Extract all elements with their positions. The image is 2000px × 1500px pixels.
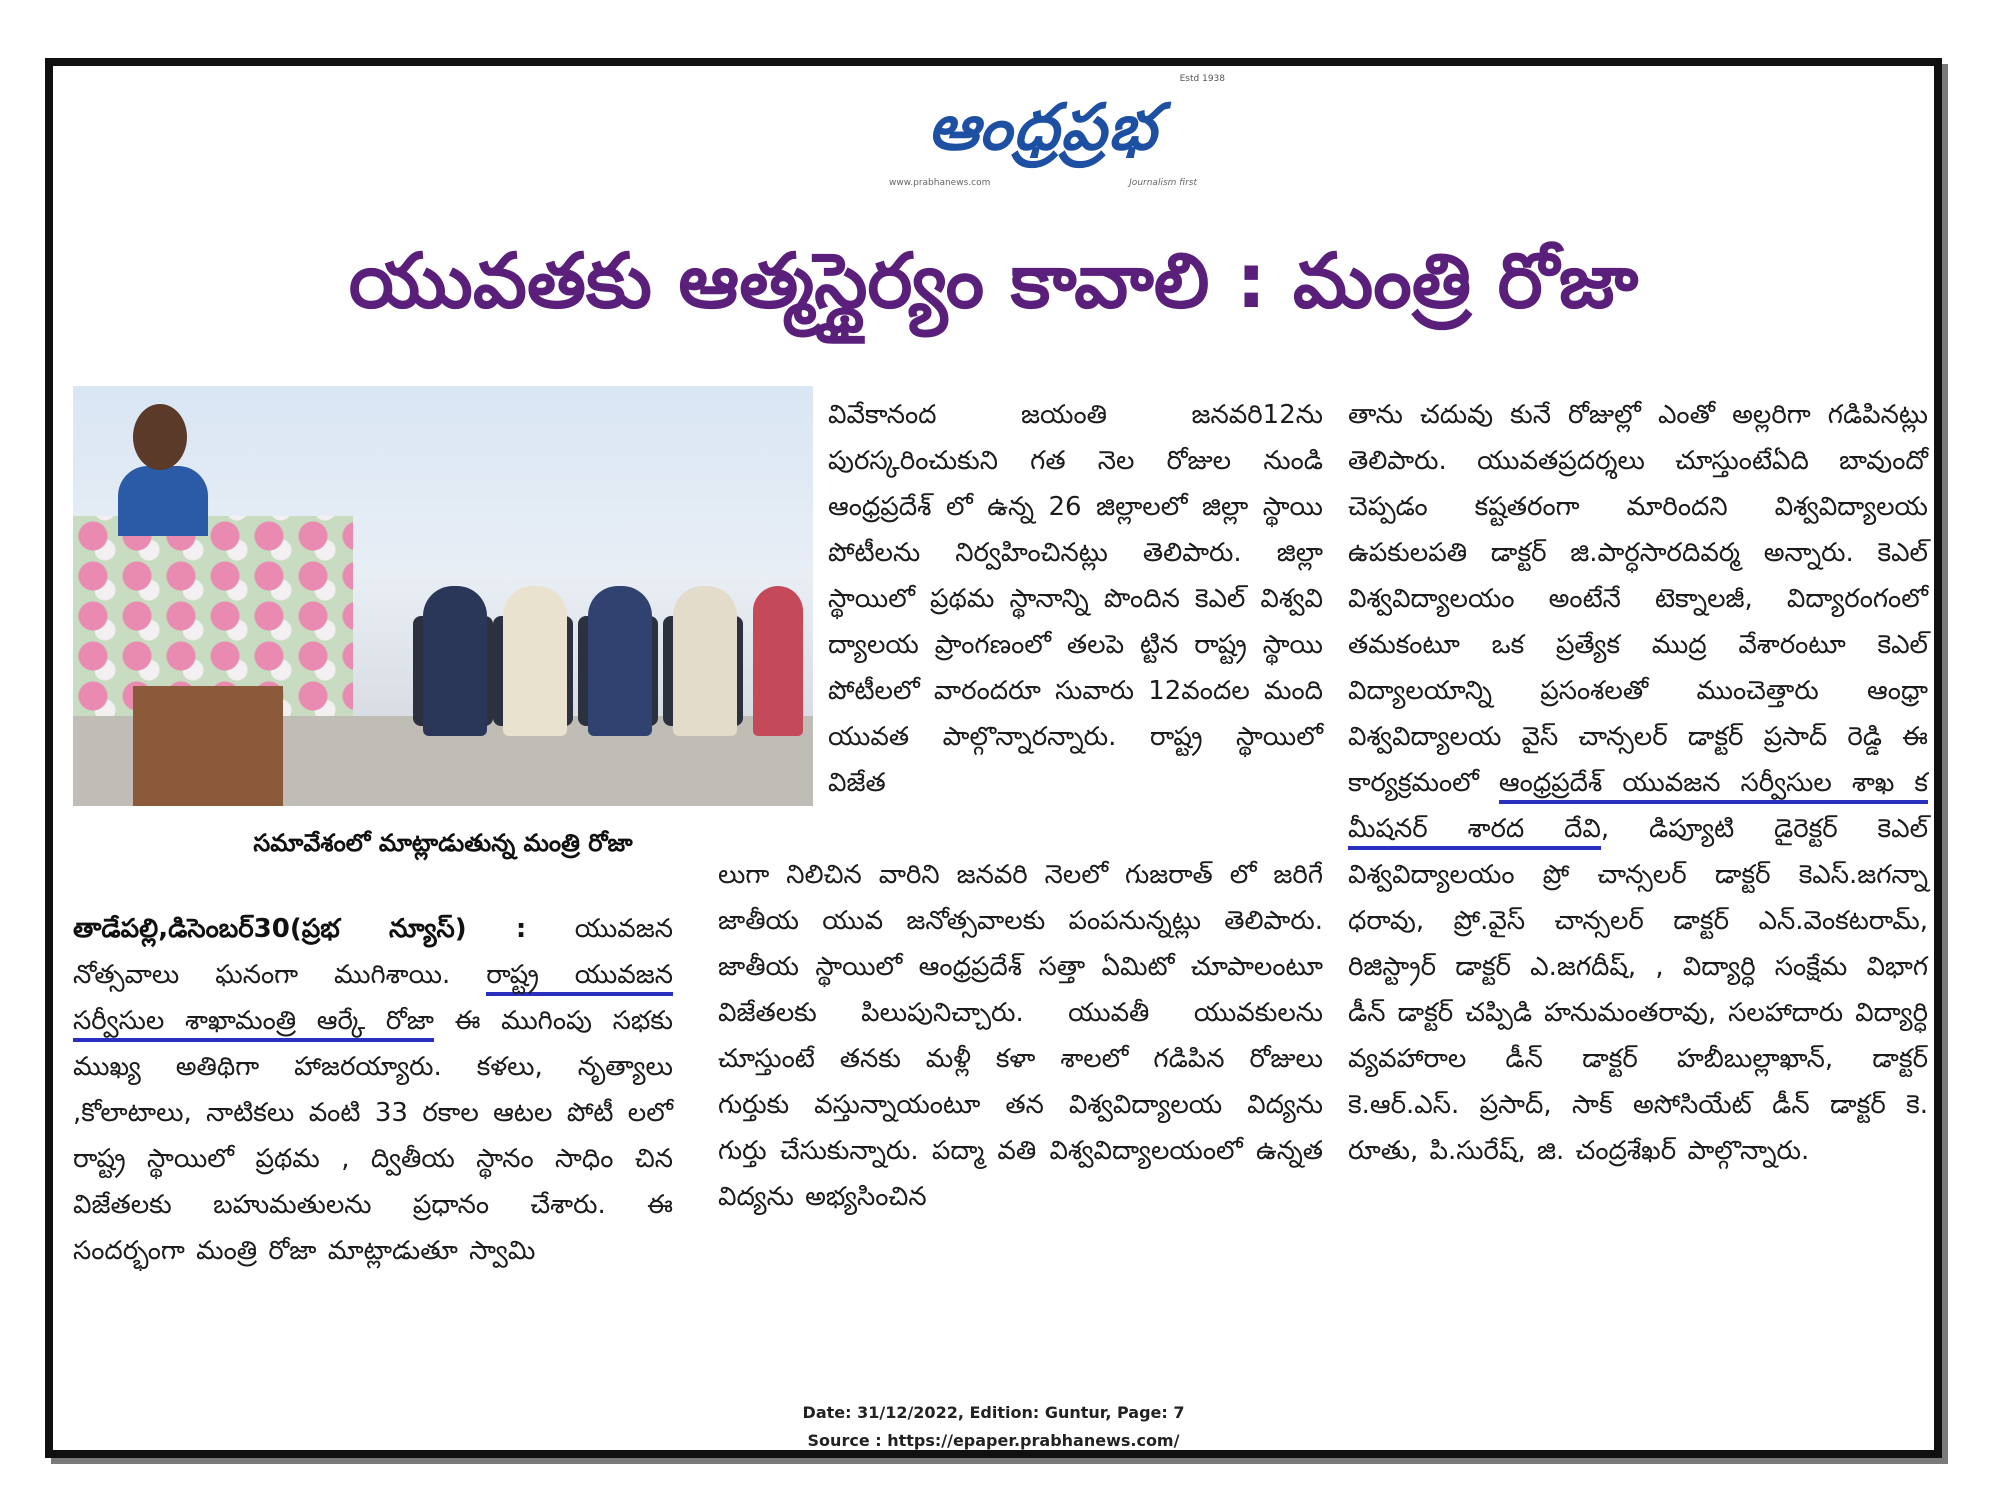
article-text: , డిప్యూటి డైరెక్టర్ కెఎల్ విశ్వవిద్యాలయం ప్రో చాన్సలర్ డాక్టర్ కెఎస్.జగన్నా ధరావు, ప్రో.వైస్ చాన్సలర్ డాక్టర్ ఎన్.వెంకటరామ్, రిజిస్ట్రార్ డాక్టర్ ఎ.జగదీష్, , విద్యార్ధి సంక్షేమ విభాగ డీన్ డాక్టర్ చప్పిడి హనుమంతరావు, సలహాదారు విద్యార్ధి వ్యవహారాల డీన్ డాక్టర్ హబీబుల్లాఖాన్, డాక్టర్ కె.ఆర్.ఎస్. ప్రసాద్, సాక్ అసోసియేట్ డీన్ డాక్టర్ కె. రూతు, పి.సురేష్, జి. చంద్రశేఖర్ పాల్గొన్నారు. (1348, 814, 1929, 1166)
photo-speaker-head (133, 404, 187, 470)
newspaper-clipping (45, 58, 1942, 1458)
masthead-logo (853, 72, 1233, 207)
masthead-website: www.prabhanews.com (889, 178, 991, 188)
article-photo (73, 386, 813, 806)
photo-guest (673, 586, 737, 736)
article-column-1 (73, 906, 673, 1274)
photo-speaker-body (118, 466, 208, 536)
masthead-title: ఆంధ్రప్రభ (927, 90, 1159, 165)
article-dateline: తాడేపల్లి,డిసెంబర్30(ప్రభ న్యూస్) : (73, 914, 527, 944)
photo-podium (133, 686, 283, 806)
article-text: వివేకానంద జయంతి జనవరి12ను పురస్కరించుకుని గత నెల రోజుల నుండి ఆంధ్రప్రదేశ్ లో ఉన్న 26 జిల్లాలలో జిల్లా స్థాయి పోటీలను నిర్వహించినట్లు తెలిపారు. జిల్లా స్థాయిలో ప్రథమ స్థానాన్ని పొందిన కెఎల్ విశ్వవి ద్యాలయ ప్రాంగణంలో తలపె ట్టిన రాష్ట్ర స్థాయి పోటీలలో వారందరూ సువారు 12వందల మంది యువత పాల్గొన్నారన్నారు. రాష్ట్ర స్థాయిలో విజేత (828, 400, 1323, 798)
photo-guest (588, 586, 652, 736)
article-text: లుగా నిలిచిన వారిని జనవరి నెలలో గుజరాత్ లో జరిగే జాతీయ యువ జనోత్సవాలకు పంపనున్నట్లు తెలిపారు. జాతీయ స్థాయిలో ఆంధ్రప్రదేశ్ సత్తా ఏమిటో చూపాలంటూ విజేతలకు పిలుపునిచ్చారు. యువతీ యువకులను చూస్తుంటే తనకు మళ్లీ కళా శాలలో గడిపిన రోజులు గుర్తుకు వస్తున్నాయంటూ తన విశ్వవిద్యాలయ విద్యను గుర్తు చేసుకున్నారు. పద్మా వతి విశ్వవిద్యాలయంలో ఉన్నత విద్యను అభ్యసించిన (718, 860, 1323, 1212)
article-text: ఈ ముగింపు సభకు ముఖ్య అతిథిగా హాజరయ్యారు. కళలు, నృత్యాలు ,కోలాటాలు, నాటికలు వంటి 33 రకాల ఆటల పోటీ లలో రాష్ట్ర స్థాయిలో ప్రథమ , ద్వితీయ స్థానం సాధిం చిన విజేతలకు బహుమతులను ప్రధానం చేశారు. ఈ సందర్భంగా మంత్రి రోజా మాట్లాడుతూ స్వామి (73, 1006, 673, 1266)
photo-guest (423, 586, 487, 736)
underlined-text: ఆంధ్రప్రదేశ్ యువజన సర్వీసుల శాఖ క మీషనర్ శారద దేవి (1348, 768, 1928, 850)
article-column-3 (1348, 392, 1928, 1174)
article-column-2-top (828, 392, 1323, 806)
article-text: యువజన నోత్సవాలు ఘనంగా ముగిశాయి. (73, 914, 673, 990)
headline: యువతకు ఆత్మస్థైర్యం కావాలి : మంత్రి రోజా (348, 236, 1639, 325)
article-text: తాను చదువు కునే రోజుల్లో ఎంతో అల్లరిగా గడిపినట్లు తెలిపారు. యువతప్రదర్శలు చూస్తుంటేఏది బావుందో చెప్పడం కష్టతరంగా మారిందని విశ్వవిద్యాలయ ఉపకులపతి డాక్టర్ జి.పార్ధసారదివర్మ అన్నారు. కెఎల్ విశ్వవిద్యాలయం అంటేనే టెక్నాలజీ, విద్యారంగంలో తమకంటూ ఒక ప్రత్యేక ముద్ర వేశారంటూ కెఎల్ విద్యాలయాన్ని ప్రసంశలతో ముంచెత్తారు ఆంధ్రా విశ్వవిద్యాలయ వైస్ చాన్సలర్ డాక్టర్ ప్రసాద్ రెడ్డి ఈ కార్యక్రమంలో (1348, 400, 1928, 798)
masthead-established: Estd 1938 (1179, 74, 1225, 84)
photo-guest (753, 586, 803, 736)
photo-caption: సమావేశంలో మాట్లాడుతున్న మంత్రి రోజా (253, 829, 633, 857)
underlined-text: రాష్ట్ర యువజన సర్వీసుల శాఖామంత్రి ఆర్కే రోజా (73, 960, 673, 1042)
masthead-tagline: Journalism first (1129, 178, 1197, 188)
footer-source-link[interactable]: Source : https://epaper.prabhanews.com/ (807, 1431, 1180, 1450)
photo-guest (503, 586, 567, 736)
article-column-2-bottom (718, 852, 1323, 1220)
source-footer (53, 1399, 1934, 1455)
footer-date-edition: Date: 31/12/2022, Edition: Guntur, Page: 7 (802, 1403, 1185, 1422)
